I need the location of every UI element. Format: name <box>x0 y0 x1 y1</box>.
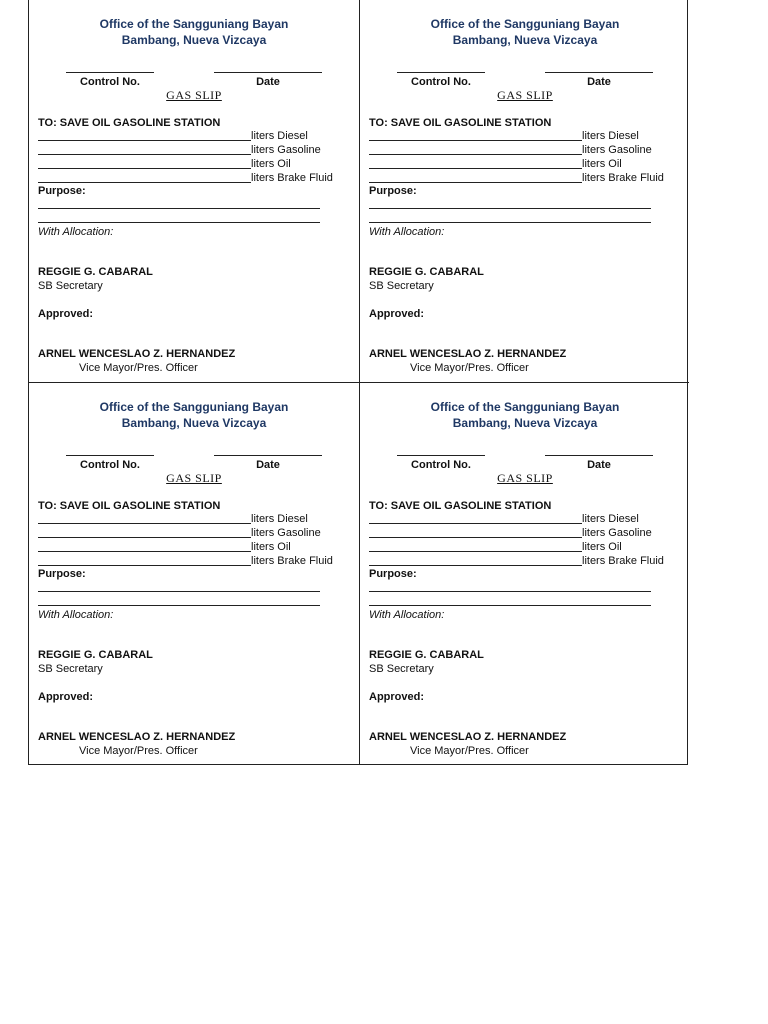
gasoline-label: liters Gasoline <box>251 527 321 539</box>
date-label: Date <box>587 76 611 88</box>
date-field[interactable] <box>214 455 322 456</box>
brake-fluid-liters-field[interactable] <box>38 565 251 566</box>
gasoline-label: liters Gasoline <box>251 144 321 156</box>
approver-title: Vice Mayor/Pres. Officer <box>79 745 198 757</box>
control-number-field[interactable] <box>66 72 154 73</box>
approver-name: ARNEL WENCESLAO Z. HERNANDEZ <box>369 731 567 743</box>
gas-slip <box>29 0 359 382</box>
purpose-field-line-1[interactable] <box>38 591 320 592</box>
secretary-name: REGGIE G. CABARAL <box>38 649 153 661</box>
purpose-label: Purpose: <box>369 568 417 580</box>
diesel-label: liters Diesel <box>582 130 639 142</box>
form-title: GAS SLIP <box>497 88 553 102</box>
office-title: Office of the Sangguniang Bayan <box>99 400 289 414</box>
oil-liters-field[interactable] <box>38 551 251 552</box>
allocation-label: With Allocation: <box>369 226 445 238</box>
office-location: Bambang, Nueva Vizcaya <box>452 33 598 47</box>
approver-name: ARNEL WENCESLAO Z. HERNANDEZ <box>38 731 236 743</box>
brake-fluid-label: liters Brake Fluid <box>251 555 333 567</box>
office-location: Bambang, Nueva Vizcaya <box>121 33 267 47</box>
control-number-field[interactable] <box>66 455 154 456</box>
secretary-name: REGGIE G. CABARAL <box>369 266 484 278</box>
oil-label: liters Oil <box>582 158 622 170</box>
form-title: GAS SLIP <box>166 88 222 102</box>
office-title: Office of the Sangguniang Bayan <box>99 17 289 31</box>
approved-label: Approved: <box>369 308 424 320</box>
purpose-label: Purpose: <box>38 568 86 580</box>
gasoline-label: liters Gasoline <box>582 527 652 539</box>
oil-liters-field[interactable] <box>38 168 251 169</box>
gasoline-label: liters Gasoline <box>582 144 652 156</box>
recipient-line: TO: SAVE OIL GASOLINE STATION <box>369 500 552 512</box>
date-field[interactable] <box>214 72 322 73</box>
approver-name: ARNEL WENCESLAO Z. HERNANDEZ <box>369 348 567 360</box>
diesel-label: liters Diesel <box>582 513 639 525</box>
gasoline-liters-field[interactable] <box>38 154 251 155</box>
approver-title: Vice Mayor/Pres. Officer <box>410 362 529 374</box>
date-label: Date <box>256 459 280 471</box>
control-number-label: Control No. <box>80 459 140 471</box>
date-field[interactable] <box>545 455 653 456</box>
control-number-label: Control No. <box>411 76 471 88</box>
purpose-field-line-2[interactable] <box>369 605 651 606</box>
allocation-label: With Allocation: <box>369 609 445 621</box>
approver-title: Vice Mayor/Pres. Officer <box>79 362 198 374</box>
oil-liters-field[interactable] <box>369 551 582 552</box>
oil-label: liters Oil <box>251 541 291 553</box>
purpose-field-line-1[interactable] <box>369 208 651 209</box>
diesel-label: liters Diesel <box>251 130 308 142</box>
oil-liters-field[interactable] <box>369 168 582 169</box>
control-number-field[interactable] <box>397 72 485 73</box>
gasoline-liters-field[interactable] <box>369 154 582 155</box>
purpose-label: Purpose: <box>369 185 417 197</box>
form-title: GAS SLIP <box>166 471 222 485</box>
allocation-label: With Allocation: <box>38 609 114 621</box>
diesel-liters-field[interactable] <box>38 140 251 141</box>
secretary-title: SB Secretary <box>38 280 103 292</box>
diesel-liters-field[interactable] <box>38 523 251 524</box>
allocation-label: With Allocation: <box>38 226 114 238</box>
diesel-liters-field[interactable] <box>369 140 582 141</box>
approver-name: ARNEL WENCESLAO Z. HERNANDEZ <box>38 348 236 360</box>
recipient-line: TO: SAVE OIL GASOLINE STATION <box>38 117 221 129</box>
control-number-field[interactable] <box>397 455 485 456</box>
secretary-title: SB Secretary <box>369 280 434 292</box>
secretary-title: SB Secretary <box>369 663 434 675</box>
date-field[interactable] <box>545 72 653 73</box>
brake-fluid-liters-field[interactable] <box>369 182 582 183</box>
approved-label: Approved: <box>38 308 93 320</box>
approved-label: Approved: <box>369 691 424 703</box>
secretary-name: REGGIE G. CABARAL <box>369 649 484 661</box>
oil-label: liters Oil <box>582 541 622 553</box>
purpose-field-line-1[interactable] <box>38 208 320 209</box>
oil-label: liters Oil <box>251 158 291 170</box>
office-location: Bambang, Nueva Vizcaya <box>121 416 267 430</box>
date-label: Date <box>256 76 280 88</box>
gasoline-liters-field[interactable] <box>369 537 582 538</box>
gas-slip <box>359 0 689 382</box>
date-label: Date <box>587 459 611 471</box>
form-title: GAS SLIP <box>497 471 553 485</box>
brake-fluid-liters-field[interactable] <box>38 182 251 183</box>
secretary-name: REGGIE G. CABARAL <box>38 266 153 278</box>
recipient-line: TO: SAVE OIL GASOLINE STATION <box>38 500 221 512</box>
diesel-liters-field[interactable] <box>369 523 582 524</box>
control-number-label: Control No. <box>80 76 140 88</box>
secretary-title: SB Secretary <box>38 663 103 675</box>
gas-slip <box>359 382 689 764</box>
purpose-field-line-2[interactable] <box>369 222 651 223</box>
gas-slip-sheet <box>28 0 688 765</box>
approver-title: Vice Mayor/Pres. Officer <box>410 745 529 757</box>
control-number-label: Control No. <box>411 459 471 471</box>
purpose-field-line-2[interactable] <box>38 222 320 223</box>
diesel-label: liters Diesel <box>251 513 308 525</box>
purpose-label: Purpose: <box>38 185 86 197</box>
office-location: Bambang, Nueva Vizcaya <box>452 416 598 430</box>
brake-fluid-label: liters Brake Fluid <box>251 172 333 184</box>
recipient-line: TO: SAVE OIL GASOLINE STATION <box>369 117 552 129</box>
office-title: Office of the Sangguniang Bayan <box>430 400 620 414</box>
office-title: Office of the Sangguniang Bayan <box>430 17 620 31</box>
gas-slip <box>29 382 359 764</box>
purpose-field-line-2[interactable] <box>38 605 320 606</box>
brake-fluid-liters-field[interactable] <box>369 565 582 566</box>
brake-fluid-label: liters Brake Fluid <box>582 555 664 567</box>
purpose-field-line-1[interactable] <box>369 591 651 592</box>
brake-fluid-label: liters Brake Fluid <box>582 172 664 184</box>
gasoline-liters-field[interactable] <box>38 537 251 538</box>
approved-label: Approved: <box>38 691 93 703</box>
